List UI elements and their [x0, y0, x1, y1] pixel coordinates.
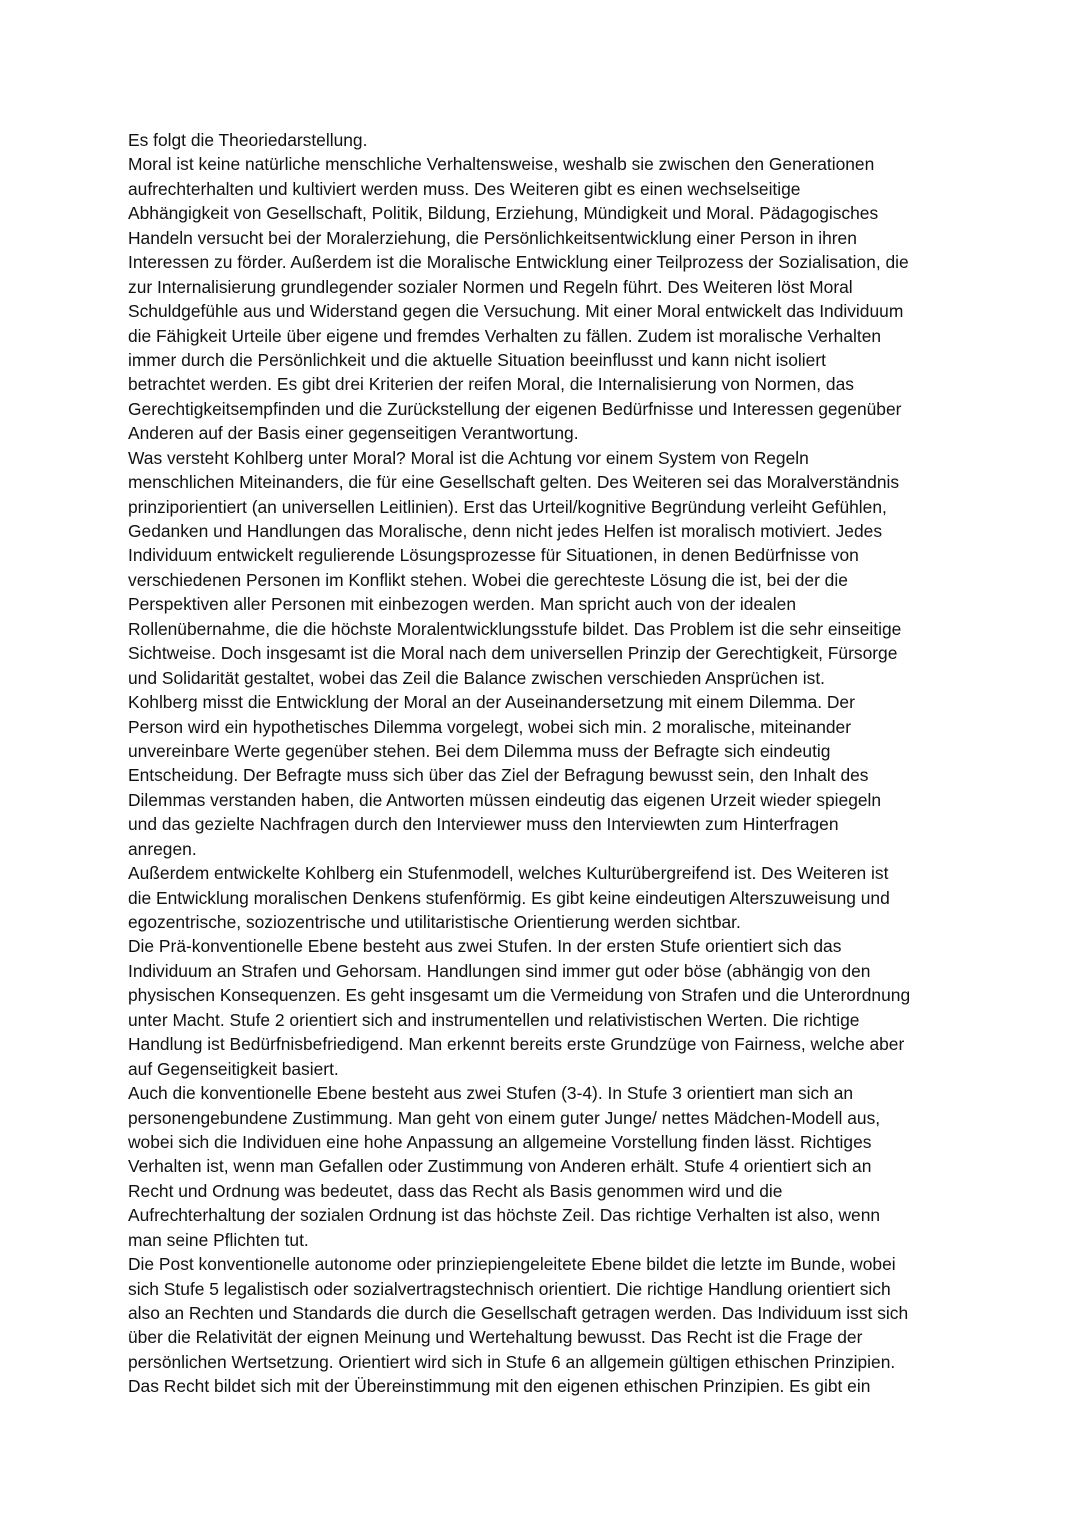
text-line: Das Recht bildet sich mit der Übereinstimmung mit den eigenen ethischen Prinzipien. Es gibt ein [128, 1376, 871, 1397]
text-line: Verhalten ist, wenn man Gefallen oder Zustimmung von Anderen erhält. Stufe 4 orientiert sich an [128, 1156, 872, 1177]
text-line: Individuum entwickelt regulierende Lösungsprozesse für Situationen, in denen Bedürfnisse von [128, 545, 859, 566]
text-line: und das gezielte Nachfragen durch den Interviewer muss den Interviewten zum Hinterfragen [128, 814, 839, 835]
text-line: immer durch die Persönlichkeit und die aktuelle Situation beeinflusst und kann nicht isoliert [128, 349, 826, 370]
text-line: Person wird ein hypothetisches Dilemma vorgelegt, wobei sich min. 2 moralische, miteinander [128, 716, 852, 737]
text-line: Handeln versucht bei der Moralerziehung, die Persönlichkeitsentwicklung einer Person in ihren [128, 227, 857, 248]
text-line: Rollenübernahme, die die höchste Moralentwicklungsstufe bildet. Das Problem ist die sehr einseitige [128, 618, 902, 639]
text-line: physischen Konsequenzen. Es geht insgesamt um die Vermeidung von Strafen und die Unterordnung [128, 985, 911, 1006]
text-line: persönlichen Wertsetzung. Orientiert wird sich in Stufe 6 an allgemein gültigen ethischen Prinzipien. [128, 1351, 896, 1372]
text-line: Individuum an Strafen und Gehorsam. Handlungen sind immer gut oder böse (abhängig von den [128, 960, 871, 981]
text-line: Interessen zu förder. Außerdem ist die Moralische Entwicklung einer Teilprozess der Sozialisation, die [128, 252, 909, 273]
text-line: Kohlberg misst die Entwicklung der Moral an der Auseinandersetzung mit einem Dilemma. Der [128, 692, 855, 713]
text-line: Außerdem entwickelte Kohlberg ein Stufenmodell, welches Kulturübergreifend ist. Des Weiteren ist [128, 863, 889, 884]
text-line: Sichtweise. Doch insgesamt ist die Moral nach dem universellen Prinzip der Gerechtigkeit, Fürsorge [128, 643, 898, 664]
text-line: Auch die konventionelle Ebene besteht aus zwei Stufen (3-4). In Stufe 3 orientiert man sich an [128, 1083, 854, 1104]
text-line: egozentrische, soziozentrische und utilitaristische Orientierung werden sichtbar. [128, 912, 741, 932]
text-line: die Fähigkeit Urteile über eigene und fremdes Verhalten zu fällen. Zudem ist moralische Verhalten [128, 325, 882, 346]
text-line: Dilemmas verstanden haben, die Antworten müssen eindeutig das eigenen Urzeit wieder spiegeln [128, 789, 882, 810]
text-line: anregen. [128, 838, 197, 859]
text-line: Schuldgefühle aus und Widerstand gegen die Versuchung. Mit einer Moral entwickelt das Individuum [128, 301, 904, 322]
text-line: aufrechterhalten und kultiviert werden muss. Des Weiteren gibt es einen wechselseitige [128, 178, 801, 199]
text-line: wobei sich die Individuen eine hohe Anpassung an allgemeine Vorstellung finden lässt. Richtiges [128, 1131, 872, 1152]
text-line: Gedanken und Handlungen das Moralische, denn nicht jedes Helfen ist moralisch motiviert. Jedes [128, 521, 883, 541]
text-line: also an Rechten und Standards die durch die Gesellschaft getragen werden. Das Individuum isst sich [128, 1303, 909, 1323]
text-line: man seine Pflichten tut. [128, 1229, 309, 1250]
text-line: Gerechtigkeitsempfinden und die Zurückstellung der eigenen Bedürfnisse und Interessen gegenüber [128, 398, 902, 419]
text-line: über die Relativität der eignen Meinung und Wertehaltung bewusst. Das Recht ist die Frage der [128, 1327, 863, 1348]
text-line: zur Internalisierung grundlegender sozialer Normen und Regeln führt. Des Weiteren löst Moral [128, 276, 853, 297]
text-line: prinziporientiert (an universellen Leitlinien). Erst das Urteil/kognitive Begründung verleiht Gefühlen, [128, 496, 887, 517]
text-line: Perspektiven aller Personen mit einbezogen werden. Man spricht auch von der idealen [128, 594, 796, 615]
text-line: unvereinbare Werte gegenüber stehen. Bei dem Dilemma muss der Befragte sich eindeutig [128, 740, 831, 761]
text-line: und Solidarität gestaltet, wobei das Zeil die Balance zwischen verschieden Ansprüchen ist. [128, 667, 825, 688]
text-line: unter Macht. Stufe 2 orientiert sich and instrumentellen und relativistischen Werten. Die richtige [128, 1009, 860, 1030]
body-text [128, 128, 968, 1399]
text-line: Es folgt die Theoriedarstellung. [128, 130, 368, 150]
text-line: Handlung ist Bedürfnisbefriedigend. Man erkennt bereits erste Grundzüge von Fairness, welche aber [128, 1034, 905, 1055]
text-line: Die Prä-konventionelle Ebene besteht aus zwei Stufen. In der ersten Stufe orientiert sich das [128, 936, 842, 957]
text-line: betrachtet werden. Es gibt drei Kriterien der reifen Moral, die Internalisierung von Normen, das [128, 374, 854, 395]
text-line: menschlichen Miteinanders, die für eine Gesellschaft gelten. Des Weiteren sei das Moralverständnis [128, 472, 900, 493]
text-line: sich Stufe 5 legalistisch oder sozialvertragstechnisch orientiert. Die richtige Handlung orientiert sich [128, 1278, 891, 1299]
text-line: die Entwicklung moralischen Denkens stufenförmig. Es gibt keine eindeutigen Alterszuweisung und [128, 887, 890, 908]
text-line: Die Post konventionelle autonome oder prinziepiengeleitete Ebene bildet die letzte im Bunde, wobei [128, 1254, 896, 1275]
text-line: auf Gegenseitigkeit basiert. [128, 1058, 339, 1079]
text-line: Recht und Ordnung was bedeutet, dass das Recht als Basis genommen wird und die [128, 1180, 783, 1201]
text-line: verschiedenen Personen im Konflikt stehen. Wobei die gerechteste Lösung die ist, bei der die [128, 569, 848, 590]
text-line: Abhängigkeit von Gesellschaft, Politik, Bildung, Erziehung, Mündigkeit und Moral. Pädagogisches [128, 203, 879, 224]
text-line: Aufrechterhaltung der sozialen Ordnung ist das höchste Zeil. Das richtige Verhalten ist also, wenn [128, 1205, 881, 1226]
text-line: personengebundene Zustimmung. Man geht von einem guter Junge/ nettes Mädchen-Modell aus, [128, 1107, 881, 1128]
text-line: Moral ist keine natürliche menschliche Verhaltensweise, weshalb sie zwischen den Generationen [128, 154, 875, 175]
text-line: Anderen auf der Basis einer gegenseitigen Verantwortung. [128, 423, 579, 444]
text-line: Entscheidung. Der Befragte muss sich über das Ziel der Befragung bewusst sein, den Inhalt des [128, 765, 869, 786]
text-line: Was versteht Kohlberg unter Moral? Moral ist die Achtung vor einem System von Regeln [128, 447, 809, 468]
